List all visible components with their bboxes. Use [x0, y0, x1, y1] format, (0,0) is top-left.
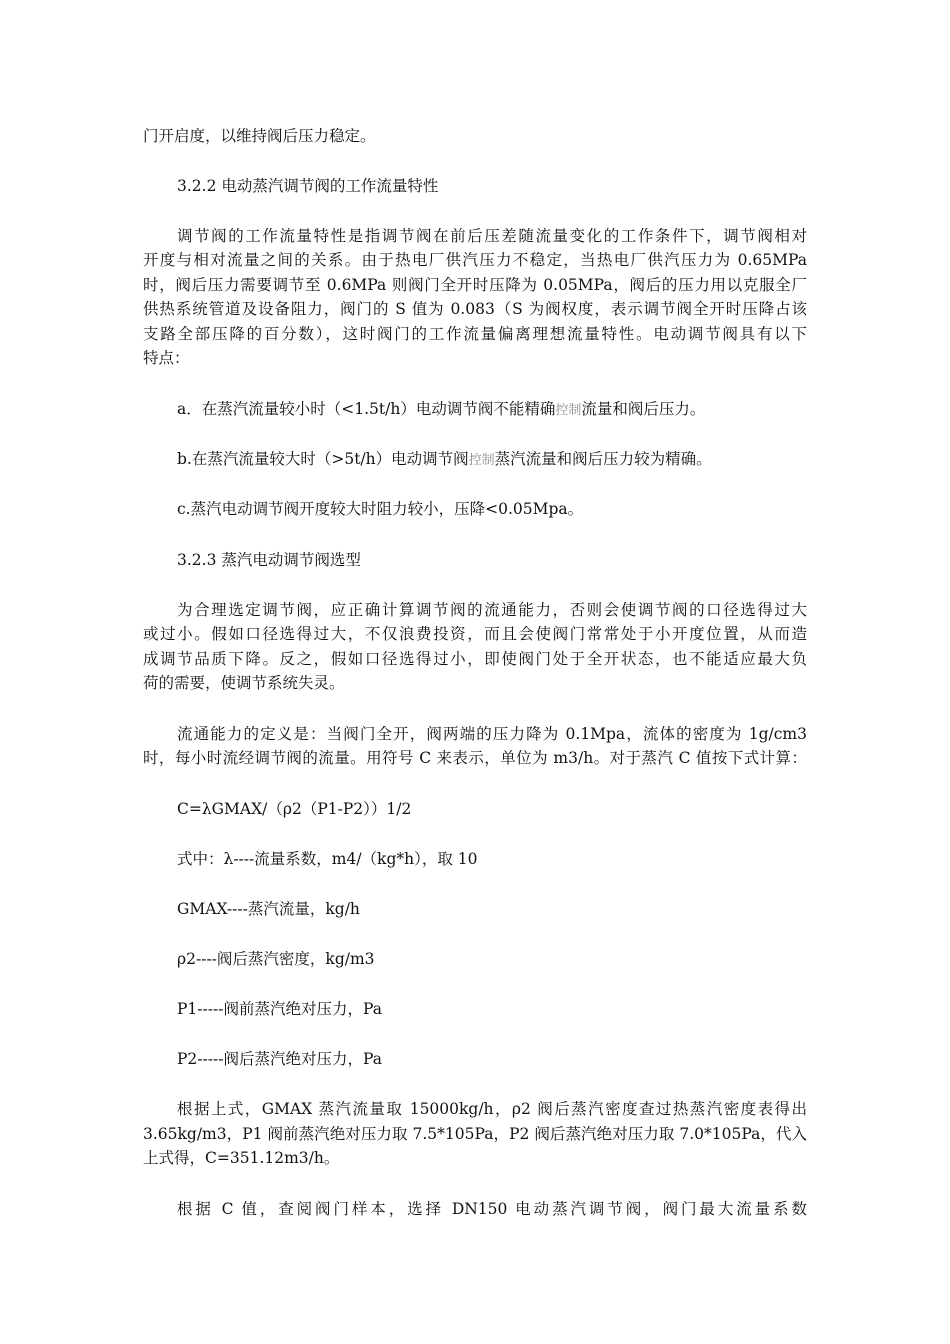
para4-line: 上式得，C=351.12m3/h。	[143, 1149, 340, 1167]
list-item-a: a．在蒸汽流量较小时（<1.5t/h）电动调节阀不能精确控制流量和阀后压力。	[177, 400, 706, 418]
para2-line: 成调节品质下降。反之，假如口径选得过小，即使阀门处于全开状态，也不能适应最大负	[143, 650, 807, 668]
symbol-definition: ρ2----阀后蒸汽密度，kg/m3	[177, 950, 375, 968]
list-item-c: c.蒸汽电动调节阀开度较大时阻力较小，压降<0.05Mpa。	[177, 500, 584, 518]
symbol-definition: GMAX----蒸汽流量，kg/h	[177, 900, 360, 918]
para1-line: 特点：	[143, 349, 190, 367]
para4-line: 3.65kg/m3，P1 阀前蒸汽绝对压力取 7.5*105Pa，P2 阀后蒸汽绝对压力取 7.0*105Pa，代入	[143, 1125, 807, 1143]
keyword-highlight: 控制	[468, 453, 495, 468]
para4-line: 根据上式，GMAX 蒸汽流量取 15000kg/h，ρ2 阀后蒸汽密度查过热蒸汽密度表得出	[177, 1100, 807, 1118]
para3-line: 时，每小时流经调节阀的流量。用符号 C 来表示，单位为 m3/h。对于蒸汽 C 值按下式计算：	[143, 749, 807, 767]
keyword-highlight: 控制	[555, 403, 582, 418]
list-item-b: b.在蒸汽流量较大时（>5t/h）电动调节阀控制蒸汽流量和阀后压力较为精确。	[177, 450, 712, 468]
para1-line: 调节阀的工作流量特性是指调节阀在前后压差随流量变化的工作条件下，调节阀相对	[177, 227, 807, 245]
para1-line: 供热系统管道及设备阻力，阀门的 S 值为 0.083（S 为阀权度，表示调节阀全开时压降占该	[143, 300, 807, 318]
para1-line: 支路全部压降的百分数），这时阀门的工作流量偏离理想流量特性。电动调节阀具有以下	[143, 325, 807, 343]
para1-line: 开度与相对流量之间的关系。由于热电厂供汽压力不稳定，当热电厂供汽压力为 0.65MPa	[143, 251, 807, 269]
para2-line: 为合理选定调节阀，应正确计算调节阀的流通能力，否则会使调节阀的口径选得过大	[177, 601, 807, 619]
para2-line: 或过小。假如口径选得过大，不仅浪费投资，而且会使阀门常常处于小开度位置，从而造	[143, 625, 807, 643]
para5-line: 根据 C 值，查阅阀门样本，选择 DN150 电动蒸汽调节阀，阀门最大流量系数	[177, 1200, 807, 1218]
formula: C=λGMAX/（ρ2（P1-P2））1/2	[177, 800, 412, 818]
section-3-2-2-heading: 3.2.2 电动蒸汽调节阀的工作流量特性	[177, 177, 439, 195]
para3-line: 流通能力的定义是：当阀门全开，阀两端的压力降为 0.1Mpa，流体的密度为 1g/cm3	[177, 725, 807, 743]
section-3-2-3-heading: 3.2.3 蒸汽电动调节阀选型	[177, 551, 361, 569]
para2-line: 荷的需要，使调节系统失灵。	[143, 674, 345, 692]
para1-line: 时，阀后压力需要调节至 0.6MPa 则阀门全开时压降为 0.05MPa，阀后的压力用以克服全厂	[143, 276, 807, 294]
symbol-definition: P2-----阀后蒸汽绝对压力，Pa	[177, 1050, 382, 1068]
continuation-line: 门开启度，以维持阀后压力稳定。	[143, 127, 376, 145]
symbol-definition: P1-----阀前蒸汽绝对压力，Pa	[177, 1000, 382, 1018]
symbol-definition: 式中：λ----流量系数，m4/（kg*h），取 10	[177, 850, 478, 868]
